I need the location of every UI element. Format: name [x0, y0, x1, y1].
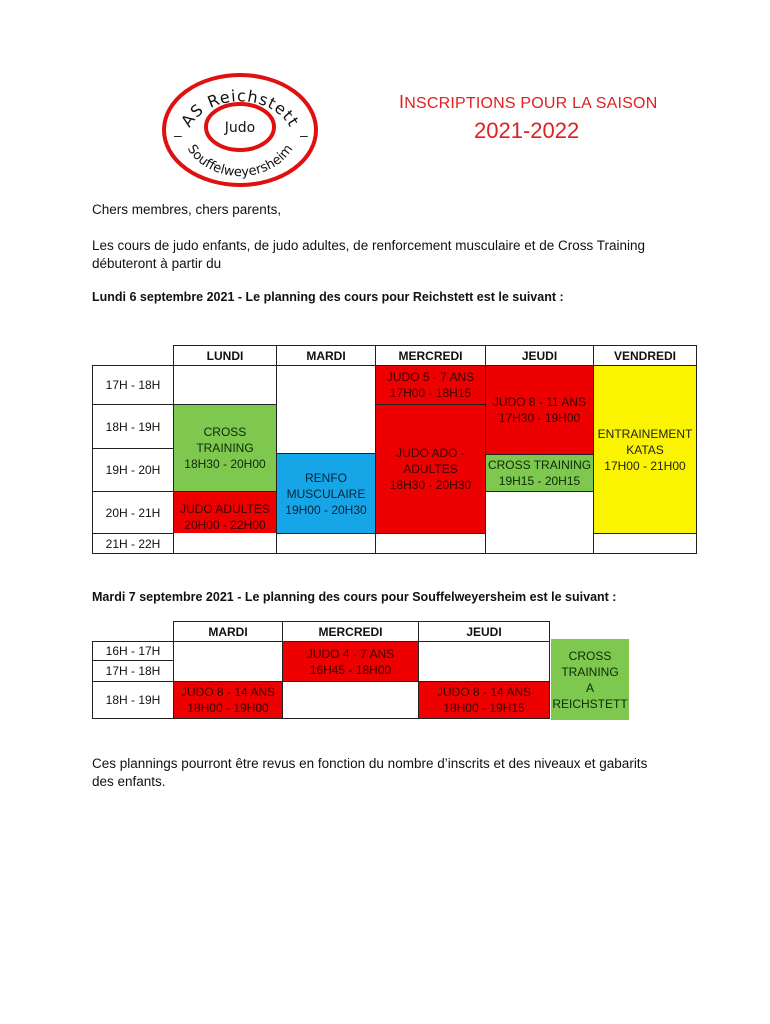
- label: REICHSTETT: [552, 696, 628, 711]
- title-line2: 2021-2022: [474, 118, 580, 143]
- sh-jeudi: JEUDI: [418, 621, 550, 642]
- label: TRAINING: [196, 441, 254, 455]
- svg-text:–: –: [174, 127, 182, 143]
- label: CROSS: [203, 425, 247, 439]
- s-mercredi-judo-4-7: [282, 641, 419, 682]
- st-16: 16H - 17H: [92, 641, 174, 661]
- label: 18H00 - 19H00: [187, 701, 269, 715]
- r-lundi-cross-training: [173, 404, 277, 492]
- label: 19H00 - 20H30: [285, 502, 367, 517]
- svg-text:–: –: [300, 127, 308, 143]
- label: 20H00 - 22H00: [184, 518, 266, 532]
- label: 17H30 - 19H00: [498, 411, 581, 425]
- r-mardi-21: [276, 533, 376, 554]
- rh-mercredi: MERCREDI: [375, 345, 486, 366]
- footer-line2: des enfants.: [92, 774, 166, 789]
- footer-line1: Ces plannings pourront être revus en fonction du nombre d’inscrits et des niveaux et gabarits: [92, 756, 648, 771]
- title-cap: I: [399, 92, 405, 112]
- r-vendredi-katas: [593, 365, 697, 534]
- label: 16H45 - 18H00: [309, 662, 392, 677]
- label: A: [585, 680, 594, 695]
- rt-17: 17H - 18H: [92, 365, 174, 405]
- label: 17H00 - 18H15: [389, 386, 472, 400]
- r-jeudi-judo-8-11: [485, 365, 594, 455]
- intro-para-line2: débuteront à partir du: [92, 256, 222, 271]
- label: KATAS: [626, 442, 664, 457]
- r-mercredi-judo-5-7: [375, 365, 486, 405]
- label: ENTRAINEMENT: [597, 426, 693, 441]
- rh-mardi: MARDI: [276, 345, 376, 366]
- s-jeudi-empty: [418, 641, 550, 682]
- label: 18H30 - 20H00: [184, 457, 266, 471]
- greeting: Chers membres, chers parents,: [92, 202, 282, 217]
- label: JUDO 5 - 7 ANS: [386, 370, 475, 384]
- r-vendredi-21: [593, 533, 697, 554]
- intro-para-line1: Les cours de judo enfants, de judo adultes, de renforcement musculaire et de Cross Training: [92, 238, 646, 253]
- r-jeudi-cross-training: [485, 454, 594, 492]
- r-lundi-17: [173, 365, 277, 405]
- r-mercredi-21: [375, 533, 486, 554]
- label: RENFO: [304, 470, 347, 485]
- s-cross-training-note: [551, 639, 629, 720]
- sh-mercredi: MERCREDI: [282, 621, 419, 642]
- rh-vendredi: VENDREDI: [593, 345, 697, 366]
- label: JUDO ADO -: [396, 446, 465, 460]
- label: 18H30 - 20H30: [389, 478, 472, 492]
- label: TRAINING: [561, 664, 619, 679]
- st-18: 18H - 19H: [92, 681, 174, 719]
- s-mercredi-empty: [282, 681, 419, 719]
- souffel-heading: Mardi 7 septembre 2021 - Le planning des cours pour Souffelweyersheim est le suivant :: [92, 590, 617, 604]
- label: CROSS TRAINING: [487, 458, 592, 472]
- club-logo: [160, 70, 320, 190]
- rt-19: 19H - 20H: [92, 448, 174, 492]
- logo-town: Souffelweyersheim: [183, 141, 297, 181]
- rt-18: 18H - 19H: [92, 404, 174, 449]
- rt-20: 20H - 21H: [92, 491, 174, 534]
- rh-jeudi: JEUDI: [485, 345, 594, 366]
- label: MUSCULAIRE: [286, 486, 366, 501]
- sh-mardi: MARDI: [173, 621, 283, 642]
- label: CROSS: [568, 648, 612, 663]
- r-lundi-judo-adultes: [173, 491, 277, 543]
- r-jeudi-empty: [485, 491, 594, 554]
- st-17: 17H - 18H: [92, 660, 174, 682]
- label: JUDO 8 - 14 ANS: [436, 685, 532, 699]
- r-mardi-empty: [276, 365, 376, 454]
- label: JUDO 8 - 11 ANS: [492, 395, 587, 409]
- title-rest: NSCRIPTIONS POUR LA SAISON: [404, 95, 658, 112]
- logo-sport: Judo: [224, 120, 256, 136]
- r-mercredi-judo-ado: [375, 404, 486, 534]
- label: 19H15 - 20H15: [498, 474, 581, 488]
- rh-lundi: LUNDI: [173, 345, 277, 366]
- label: ADULTES: [403, 462, 458, 476]
- label: 18H00 - 19H15: [443, 701, 525, 715]
- label: 17H00 - 21H00: [604, 458, 686, 473]
- title-line1: [399, 92, 657, 113]
- s-jeudi-judo-8-14: [418, 681, 550, 719]
- label: JUDO 8 - 14 ANS: [180, 685, 276, 699]
- s-mardi-judo-8-14: [173, 681, 283, 719]
- label: JUDO ADULTES: [180, 502, 270, 516]
- r-lundi-21: [173, 533, 277, 554]
- rt-21: 21H - 22H: [92, 533, 174, 554]
- label: JUDO 4 - 7 ANS: [306, 646, 395, 661]
- logo-club-name: AS Reichstett: [176, 86, 304, 131]
- reichstett-heading: Lundi 6 septembre 2021 - Le planning des cours pour Reichstett est le suivant :: [92, 290, 564, 304]
- s-mardi-empty: [173, 641, 283, 682]
- r-mardi-renfo: [276, 453, 376, 534]
